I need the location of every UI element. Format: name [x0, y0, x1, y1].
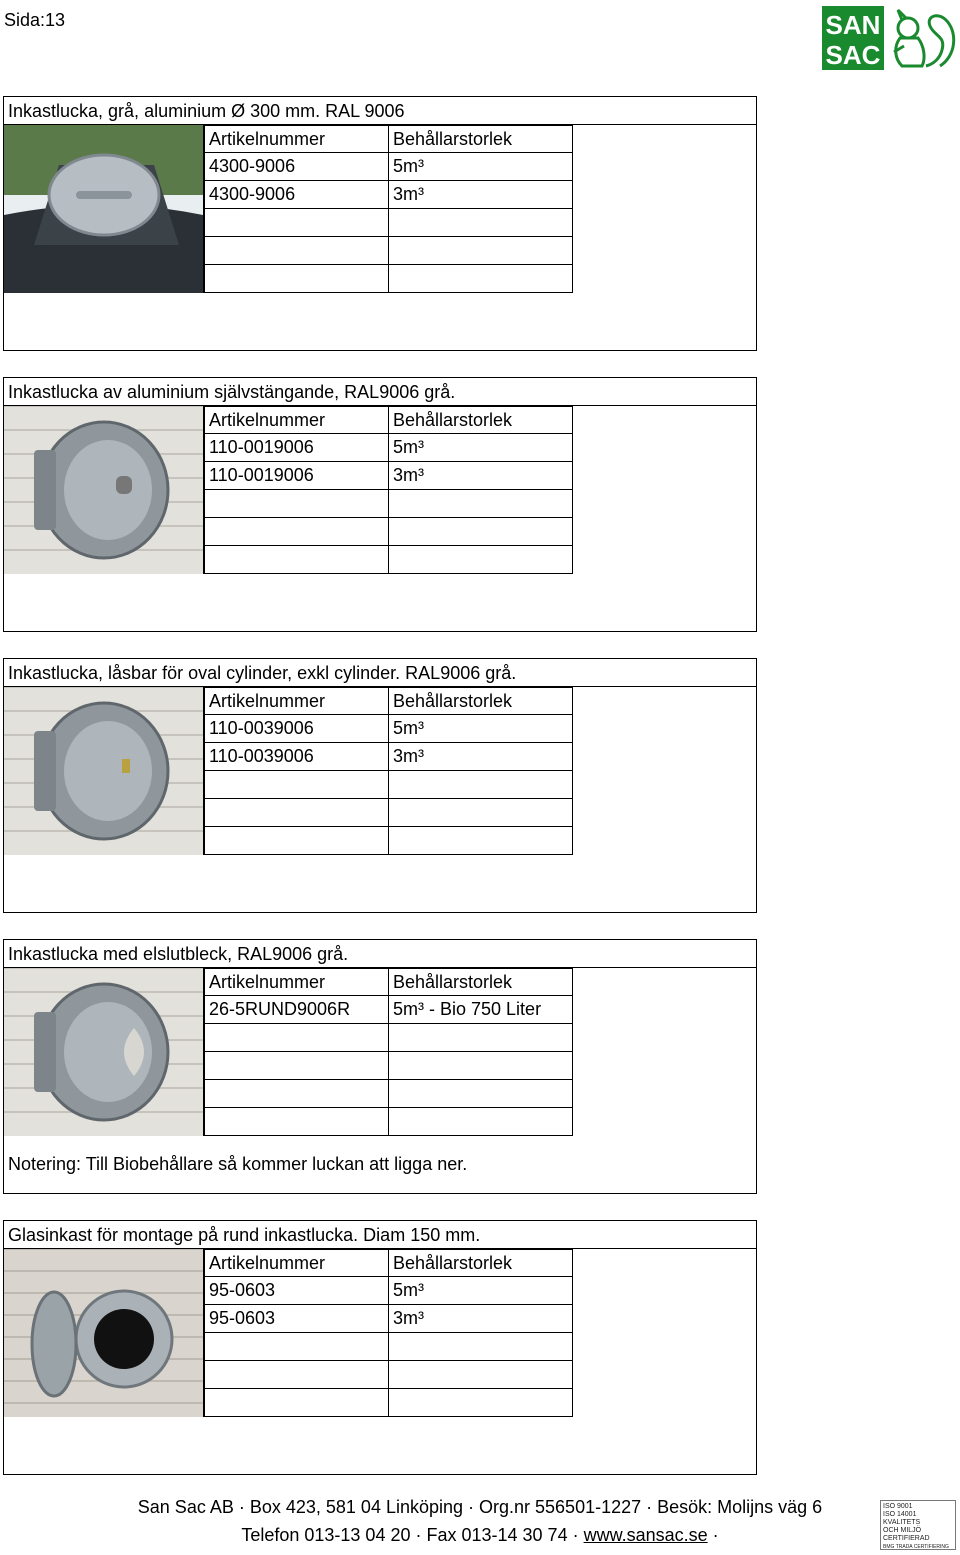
container-size-cell: [388, 209, 573, 237]
article-number-cell: [203, 799, 389, 827]
website-link[interactable]: www.sansac.se: [583, 1525, 708, 1545]
container-size-cell: 3m³: [388, 462, 573, 490]
container-size-cell: 3m³: [388, 1305, 573, 1333]
container-size-cell: [388, 771, 573, 799]
product-photo: [4, 125, 203, 293]
cert-line: OCH MILJÖ: [883, 1527, 922, 1534]
table-row: [203, 462, 573, 490]
cert-line: CERTIFIERAD: [883, 1535, 930, 1542]
article-number-cell: [203, 1389, 389, 1417]
product-title: Inkastlucka, låsbar för oval cylinder, exkl cylinder. RAL9006 grå.: [4, 659, 756, 687]
table-row: [203, 490, 573, 518]
article-number-cell: 26-5RUND9006R: [203, 996, 389, 1024]
container-size-cell: [388, 1361, 573, 1389]
table-row: [203, 209, 573, 237]
article-number-cell: [203, 827, 389, 855]
article-number-cell: 110-0039006: [203, 743, 389, 771]
article-number-cell: [203, 1052, 389, 1080]
product-title: Inkastlucka med elslutbleck, RAL9006 grå.: [4, 940, 756, 968]
product-photo: [4, 687, 203, 855]
container-size-cell: 5m³: [388, 153, 573, 181]
table-row: [203, 434, 573, 462]
header-article-number: Artikelnummer: [203, 406, 389, 434]
table-row: [203, 996, 573, 1024]
article-number-cell: 110-0039006: [203, 715, 389, 743]
container-size-cell: [388, 518, 573, 546]
header-container-size: Behållarstorlek: [388, 1249, 573, 1277]
article-number-cell: 95-0603: [203, 1305, 389, 1333]
container-size-cell: [388, 1389, 573, 1417]
footer-address: San Sac AB · Box 423, 581 04 Linköping · Org.nr 556501-1227 · Besök: Molijns väg 6: [137, 1497, 823, 1517]
container-size-cell: [388, 1052, 573, 1080]
table-row: [203, 1389, 573, 1417]
cert-line: ISO 14001: [883, 1511, 917, 1518]
article-number-cell: [203, 490, 389, 518]
product-title: Inkastlucka, grå, aluminium Ø 300 mm. RAL 9006: [4, 97, 756, 125]
header-container-size: Behållarstorlek: [388, 687, 573, 715]
header-article-number: Artikelnummer: [203, 687, 389, 715]
table-row: [203, 1052, 573, 1080]
table-row: [203, 771, 573, 799]
product-photo-frame: [4, 125, 203, 293]
article-number-cell: [203, 1080, 389, 1108]
cert-line: KVALITETS: [883, 1519, 921, 1526]
table-row: [203, 237, 573, 265]
table-header-row: [203, 968, 573, 996]
header-article-number: Artikelnummer: [203, 1249, 389, 1277]
article-number-cell: [203, 209, 389, 237]
container-size-cell: 5m³: [388, 434, 573, 462]
table-row: [203, 153, 573, 181]
article-number-cell: [203, 771, 389, 799]
product-title: Glasinkast för montage på rund inkastlucka. Diam 150 mm.: [4, 1221, 756, 1249]
article-number-cell: [203, 1333, 389, 1361]
container-size-cell: [388, 237, 573, 265]
product-photo: [4, 1249, 203, 1417]
table-row: [203, 827, 573, 855]
article-number-cell: [203, 1108, 389, 1136]
container-size-cell: 5m³: [388, 1277, 573, 1305]
container-size-cell: [388, 1333, 573, 1361]
article-number-cell: 95-0603: [203, 1277, 389, 1305]
product-section: [3, 377, 757, 632]
article-number-cell: [203, 518, 389, 546]
squirrel-icon: [894, 10, 954, 66]
table-row: [203, 1333, 573, 1361]
table-row: [203, 1305, 573, 1333]
footer-suffix: ·: [707, 1525, 719, 1545]
page-number: Sida:13: [4, 10, 66, 30]
product-photo: [4, 968, 203, 1136]
logo-text-san: SAN: [825, 10, 881, 40]
table-header-row: [203, 125, 573, 153]
table-row: [203, 546, 573, 574]
footer-contact: [0, 1525, 960, 1546]
header-article-number: Artikelnummer: [203, 968, 389, 996]
table-row: [203, 1080, 573, 1108]
product-section: [3, 96, 757, 351]
product-section: [3, 939, 757, 1194]
product-photo: [4, 406, 203, 574]
product-photo-frame: [4, 968, 203, 1136]
article-number-cell: 110-0019006: [203, 434, 389, 462]
article-number-cell: 4300-9006: [203, 153, 389, 181]
container-size-cell: [388, 546, 573, 574]
header-container-size: Behållarstorlek: [388, 406, 573, 434]
container-size-cell: [388, 490, 573, 518]
table-header-row: [203, 687, 573, 715]
table-header-row: [203, 406, 573, 434]
article-number-cell: [203, 237, 389, 265]
article-number-cell: [203, 265, 389, 293]
article-number-cell: 110-0019006: [203, 462, 389, 490]
product-section: [3, 1220, 757, 1475]
table-row: [203, 1108, 573, 1136]
article-number-cell: [203, 546, 389, 574]
logo-text-sac: SAC: [825, 40, 881, 70]
table-row: [203, 1277, 573, 1305]
table-row: [203, 743, 573, 771]
container-size-cell: [388, 827, 573, 855]
table-row: [203, 518, 573, 546]
section-note: Notering: Till Biobehållare så kommer luckan att ligga ner.: [8, 1154, 468, 1174]
article-number-cell: [203, 1024, 389, 1052]
container-size-cell: [388, 265, 573, 293]
product-section: [3, 658, 757, 913]
iso-certification-badge: [880, 1500, 956, 1550]
sansac-logo: [822, 6, 958, 72]
cert-line: ISO 9001: [883, 1503, 913, 1510]
table-header-row: [203, 1249, 573, 1277]
product-photo-frame: [4, 406, 203, 574]
footer-phone-fax: Telefon 013-13 04 20 · Fax 013-14 30 74 ·: [241, 1525, 584, 1545]
article-number-cell: [203, 1361, 389, 1389]
header-article-number: Artikelnummer: [203, 125, 389, 153]
table-row: [203, 265, 573, 293]
header-container-size: Behållarstorlek: [388, 125, 573, 153]
container-size-cell: [388, 1108, 573, 1136]
table-row: [203, 799, 573, 827]
table-row: [203, 715, 573, 743]
article-number-cell: 4300-9006: [203, 181, 389, 209]
table-row: [203, 1361, 573, 1389]
product-title: Inkastlucka av aluminium självstängande, RAL9006 grå.: [4, 378, 756, 406]
container-size-cell: [388, 799, 573, 827]
product-photo-frame: [4, 687, 203, 855]
container-size-cell: [388, 1080, 573, 1108]
cert-line: BMG TRADA CERTIFIERING: [883, 1544, 949, 1550]
product-photo-frame: [4, 1249, 203, 1417]
container-size-cell: [388, 1024, 573, 1052]
container-size-cell: 5m³ - Bio 750 Liter: [388, 996, 573, 1024]
table-row: [203, 181, 573, 209]
container-size-cell: 5m³: [388, 715, 573, 743]
container-size-cell: 3m³: [388, 181, 573, 209]
header-container-size: Behållarstorlek: [388, 968, 573, 996]
container-size-cell: 3m³: [388, 743, 573, 771]
table-row: [203, 1024, 573, 1052]
